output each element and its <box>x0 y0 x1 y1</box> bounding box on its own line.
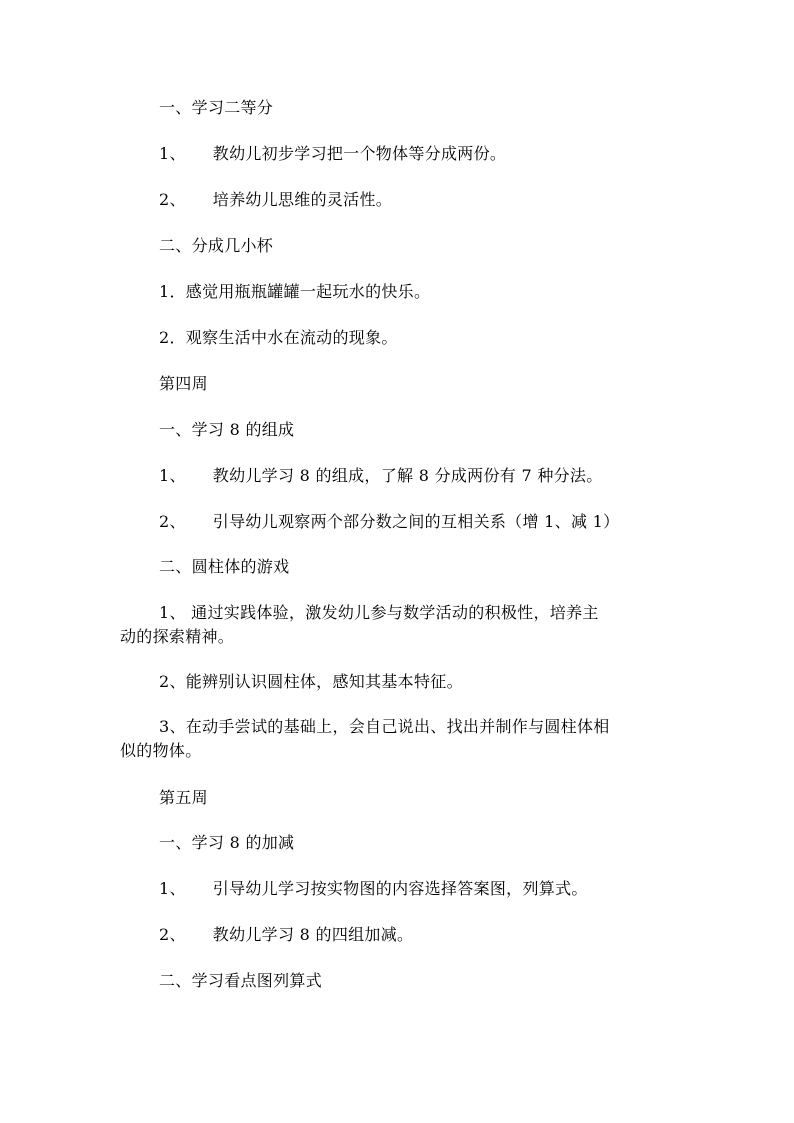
paragraph-text: 3、在动手尝试的基础上，会自己说出、找出并制作与圆柱体相 <box>159 717 610 736</box>
heading-text: 二、圆柱体的游戏 <box>159 557 290 576</box>
section-heading <box>159 235 273 257</box>
heading-text: 一、学习 8 的加减 <box>159 833 295 852</box>
paragraph-line <box>120 626 234 648</box>
item-number: 2、 <box>159 512 186 531</box>
item-text: 培养幼儿思维的灵活性。 <box>212 190 393 209</box>
list-item <box>159 671 463 693</box>
list-item <box>159 281 430 303</box>
section-heading <box>159 556 289 578</box>
heading-text: 第四周 <box>159 374 208 393</box>
item-text: 2、能辨别认识圆柱体，感知其基本特征。 <box>159 672 463 691</box>
list-item <box>159 143 506 165</box>
item-text: 引导幼儿学习按实物图的内容选择答案图，列算式。 <box>212 879 588 898</box>
paragraph-text: 似的物体。 <box>120 741 202 760</box>
paragraph-text: 动的探索精神。 <box>120 627 235 646</box>
heading-text: 一、学习二等分 <box>159 98 274 117</box>
section-heading <box>159 832 294 854</box>
heading-text: 第五周 <box>159 788 208 807</box>
list-item <box>159 511 619 533</box>
item-text: 教幼儿学习 8 的组成，了解 8 分成两份有 7 种分法。 <box>212 466 603 485</box>
item-text: 引导幼儿观察两个部分数之间的互相关系（增 1、减 1） <box>212 512 620 531</box>
section-heading <box>159 419 294 441</box>
paragraph-line <box>120 740 202 762</box>
item-number: 1、 <box>159 466 186 485</box>
list-item <box>159 189 392 211</box>
item-text: 2．观察生活中水在流动的现象。 <box>159 328 398 347</box>
heading-text: 一、学习 8 的组成 <box>159 420 295 439</box>
item-text: 教幼儿学习 8 的四组加减。 <box>212 925 414 944</box>
week-heading <box>159 787 208 809</box>
list-item <box>159 327 398 349</box>
item-number: 1、 <box>159 879 186 898</box>
heading-text: 二、学习看点图列算式 <box>159 971 323 990</box>
item-text: 1．感觉用瓶瓶罐罐一起玩水的快乐。 <box>159 282 431 301</box>
section-heading <box>159 97 273 119</box>
list-item <box>159 465 603 487</box>
section-heading <box>159 970 322 992</box>
item-number: 1、 <box>159 144 186 163</box>
paragraph-line <box>159 716 610 738</box>
list-item <box>159 878 588 900</box>
item-number: 2、 <box>159 925 186 944</box>
item-number: 2、 <box>159 190 186 209</box>
week-heading <box>159 373 208 395</box>
heading-text: 二、分成几小杯 <box>159 236 274 255</box>
list-item <box>159 924 413 946</box>
item-text: 教幼儿初步学习把一个物体等分成两份。 <box>212 144 507 163</box>
paragraph-text: 1、 通过实践体验，激发幼儿参与数学活动的积极性，培养主 <box>159 603 599 622</box>
paragraph-line <box>159 602 599 624</box>
